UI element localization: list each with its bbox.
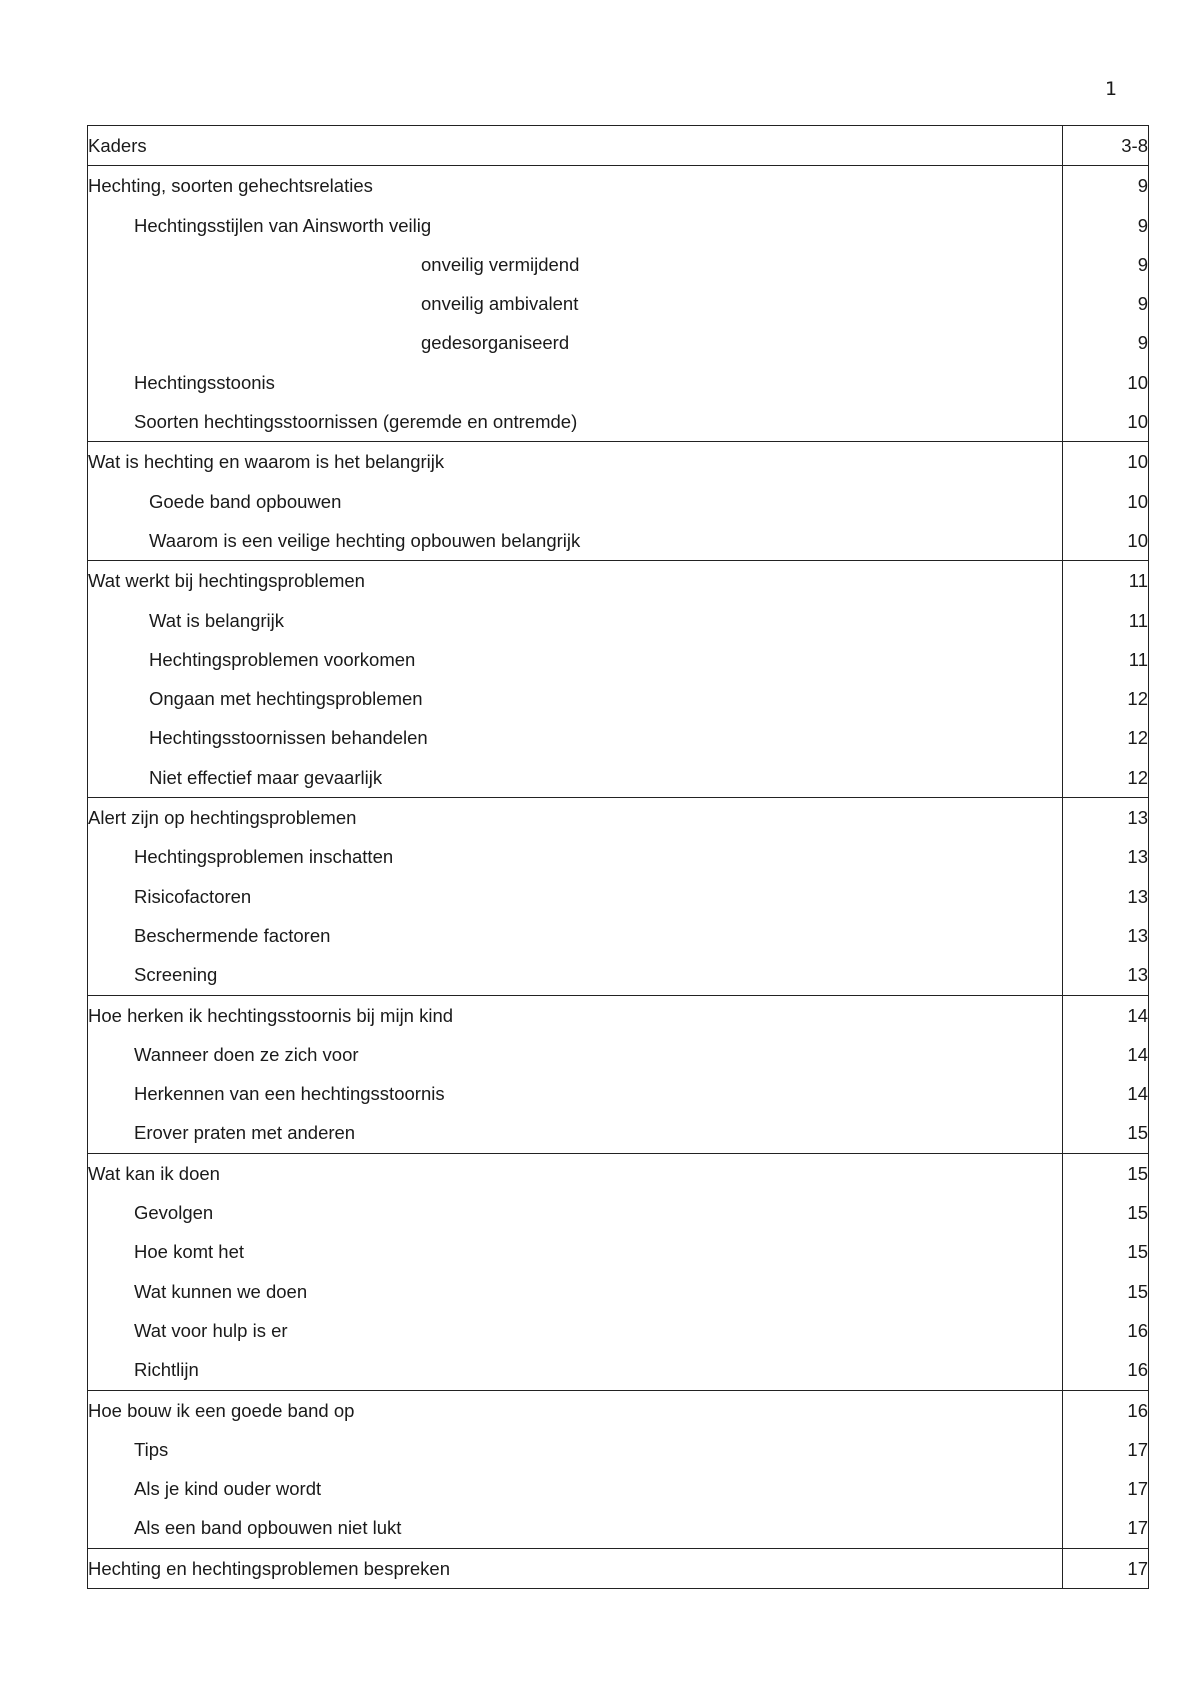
toc-page-number: 10 <box>1127 529 1148 551</box>
toc-subentry[interactable]: Soorten hechtingsstoornissen (geremde en ontremde) <box>134 411 578 433</box>
toc-subentry[interactable]: Hechtingsproblemen voorkomen <box>149 648 416 670</box>
toc-page-number: 16 <box>1127 1359 1148 1381</box>
toc-subentry[interactable]: Beschermende factoren <box>134 924 331 946</box>
toc-page-number: 14 <box>1127 1004 1148 1026</box>
toc-page-number: 15 <box>1127 1241 1148 1263</box>
toc-page-number: 10 <box>1127 451 1148 473</box>
toc-page-number: 16 <box>1127 1399 1148 1421</box>
toc-subentry[interactable]: Hoe komt het <box>134 1241 245 1263</box>
toc-subentry[interactable]: Wat voor hulp is er <box>134 1319 288 1341</box>
toc-heading[interactable]: Wat is hechting en waarom is het belangrijk <box>88 451 445 473</box>
toc-subentry[interactable]: Screening <box>134 964 218 986</box>
toc-section-titles <box>88 166 1063 442</box>
toc-page-number: 12 <box>1127 766 1148 788</box>
toc-section-pages <box>1063 1390 1149 1548</box>
toc-page-number: 17 <box>1127 1438 1148 1460</box>
toc-section-titles <box>88 1548 1063 1588</box>
toc-subentry[interactable]: Hechtingsproblemen inschatten <box>134 846 394 868</box>
toc-section <box>88 561 1149 798</box>
toc-page-number: 16 <box>1127 1319 1148 1341</box>
toc-subentry[interactable]: Risicofactoren <box>134 885 252 907</box>
toc-page-number: 10 <box>1127 371 1148 393</box>
toc-page-number: 15 <box>1127 1280 1148 1302</box>
toc-section-pages <box>1063 798 1149 995</box>
toc-section-titles <box>88 1153 1063 1390</box>
toc-subentry[interactable]: Tips <box>134 1438 169 1460</box>
toc-page-number: 17 <box>1127 1517 1148 1539</box>
toc-section-pages <box>1063 561 1149 798</box>
toc-section-titles <box>88 798 1063 995</box>
toc-subentry[interactable]: Hechtingsstoornissen behandelen <box>149 727 428 749</box>
toc-section <box>88 1390 1149 1548</box>
toc-page-number: 3-8 <box>1121 135 1148 156</box>
toc-page-number: 13 <box>1127 807 1148 829</box>
toc-heading[interactable]: Alert zijn op hechtingsproblemen <box>88 807 357 829</box>
toc-page-number: 9 <box>1137 293 1148 315</box>
toc-section-pages <box>1063 1548 1149 1588</box>
toc-heading[interactable]: Hechting en hechtingsproblemen bespreken <box>88 1557 451 1579</box>
toc-subentry[interactable]: Hechtingsstijlen van Ainsworth veilig <box>134 214 432 236</box>
toc-section-titles <box>88 126 1063 166</box>
toc-page-number: 11 <box>1128 648 1148 670</box>
toc-section-titles <box>88 995 1063 1153</box>
toc-heading[interactable]: Hoe herken ik hechtingsstoornis bij mijn kind <box>88 1004 454 1026</box>
toc-page-number: 11 <box>1128 570 1148 592</box>
toc-subentry[interactable]: Erover praten met anderen <box>134 1122 356 1144</box>
toc-page-number: 15 <box>1127 1162 1148 1184</box>
toc-subentry[interactable]: Waarom is een veilige hechting opbouwen belangrijk <box>149 529 581 551</box>
toc-subentry[interactable]: Niet effectief maar gevaarlijk <box>149 766 383 788</box>
toc-subentry[interactable]: onveilig vermijdend <box>421 253 580 275</box>
toc-page-number: 13 <box>1127 964 1148 986</box>
toc-page-number: 9 <box>1137 332 1148 354</box>
toc-page-number: 17 <box>1127 1478 1148 1500</box>
toc-section <box>88 126 1149 166</box>
toc-heading[interactable]: Hoe bouw ik een goede band op <box>88 1399 355 1421</box>
table-of-contents <box>87 125 1149 1589</box>
toc-heading[interactable]: Wat kan ik doen <box>88 1162 220 1184</box>
toc-heading[interactable]: Kaders <box>88 135 147 156</box>
toc-section <box>88 1548 1149 1588</box>
toc-subentry[interactable]: Richtlijn <box>134 1359 199 1381</box>
toc-heading[interactable]: Hechting, soorten gehechtsrelaties <box>88 175 373 197</box>
toc-page-number: 13 <box>1127 846 1148 868</box>
toc-subentry[interactable]: Hechtingsstoonis <box>134 371 275 393</box>
toc-page-number: 9 <box>1137 214 1148 236</box>
toc-page-number: 13 <box>1127 885 1148 907</box>
toc-section-titles <box>88 442 1063 561</box>
toc-section <box>88 995 1149 1153</box>
toc-subentry[interactable]: gedesorganiseerd <box>421 332 570 354</box>
toc-page-number: 10 <box>1127 411 1148 433</box>
toc-page-number: 9 <box>1137 175 1148 197</box>
toc-section <box>88 166 1149 442</box>
toc-page-number: 14 <box>1127 1083 1148 1105</box>
toc-subentry[interactable]: Herkennen van een hechtingsstoornis <box>134 1083 445 1105</box>
toc-page-number: 13 <box>1127 924 1148 946</box>
toc-page-number: 15 <box>1127 1202 1148 1224</box>
toc-page-number: 10 <box>1127 490 1148 512</box>
toc-section <box>88 798 1149 995</box>
toc-subentry[interactable]: Wat kunnen we doen <box>134 1280 308 1302</box>
toc-page-number: 14 <box>1127 1043 1148 1065</box>
toc-subentry[interactable]: Gevolgen <box>134 1202 214 1224</box>
toc-subentry[interactable]: Als een band opbouwen niet lukt <box>134 1517 402 1539</box>
toc-page-number: 15 <box>1127 1122 1148 1144</box>
toc-section-pages <box>1063 442 1149 561</box>
toc-section-pages <box>1063 1153 1149 1390</box>
toc-subentry[interactable]: onveilig ambivalent <box>421 293 579 315</box>
toc-page-number: 9 <box>1137 253 1148 275</box>
toc-page-number: 17 <box>1127 1557 1148 1579</box>
toc-subentry[interactable]: Als je kind ouder wordt <box>134 1478 322 1500</box>
toc-section <box>88 442 1149 561</box>
toc-section <box>88 1153 1149 1390</box>
toc-section-pages <box>1063 995 1149 1153</box>
toc-subentry[interactable]: Ongaan met hechtingsproblemen <box>149 688 423 710</box>
toc-subentry[interactable]: Goede band opbouwen <box>149 490 342 512</box>
toc-section-titles <box>88 1390 1063 1548</box>
page-number: 1 <box>1105 78 1118 100</box>
toc-page-number: 12 <box>1127 727 1148 749</box>
toc-section-pages <box>1063 166 1149 442</box>
toc-section-titles <box>88 561 1063 798</box>
toc-subentry[interactable]: Wanneer doen ze zich voor <box>134 1043 359 1065</box>
toc-page-number: 11 <box>1128 609 1148 631</box>
toc-heading[interactable]: Wat werkt bij hechtingsproblemen <box>88 570 365 592</box>
toc-subentry[interactable]: Wat is belangrijk <box>149 609 285 631</box>
toc-page-number: 12 <box>1127 688 1148 710</box>
toc-section-pages <box>1063 126 1149 166</box>
